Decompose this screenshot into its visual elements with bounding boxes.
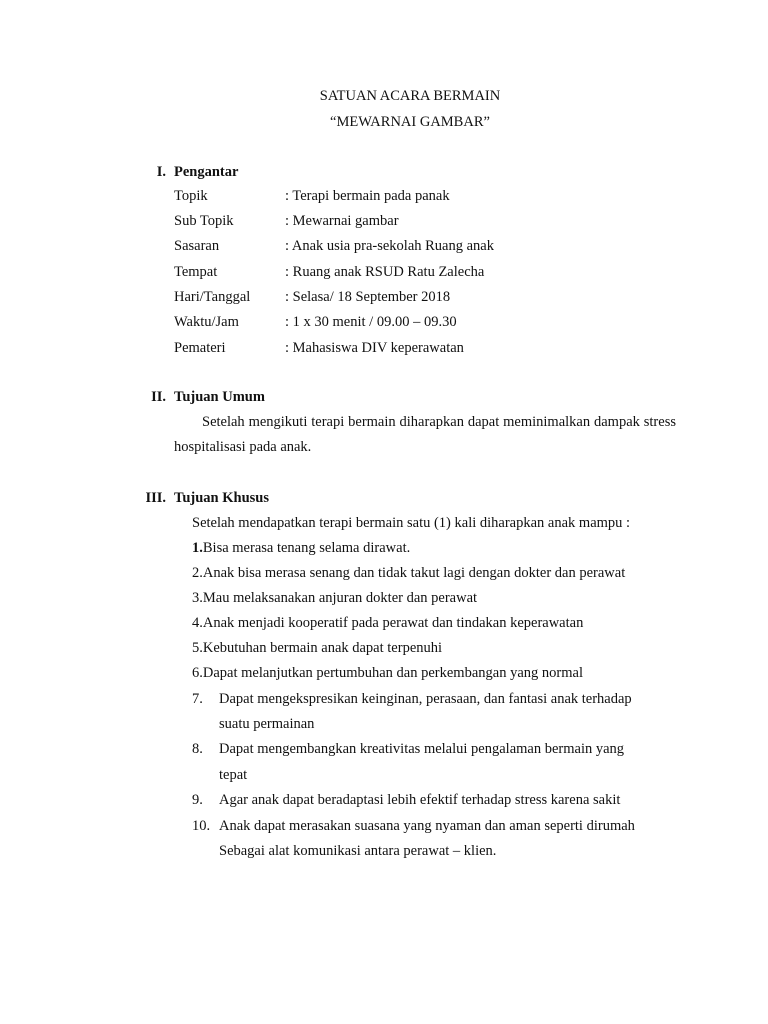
document-title: SATUAN ACARA BERMAIN bbox=[319, 88, 501, 104]
list-item bbox=[192, 665, 583, 682]
row-label: Sub Topik bbox=[174, 213, 234, 229]
section3-title: Tujuan Khusus bbox=[174, 490, 269, 506]
row-label: Topik bbox=[174, 188, 208, 204]
row-value: : 1 x 30 menit / 09.00 – 09.30 bbox=[285, 314, 457, 330]
row-value: : Mewarnai gambar bbox=[285, 213, 399, 229]
row-value: : Ruang anak RSUD Ratu Zalecha bbox=[285, 264, 485, 280]
section2-paragraph: Setelah mengikuti terapi bermain diharapkan dapat meminimalkan dampak stress hospitalisasi pada anak. bbox=[174, 414, 676, 455]
section2-number: II. bbox=[151, 389, 166, 405]
row-value: : Selasa/ 18 September 2018 bbox=[285, 289, 451, 305]
document-subtitle: “MEWARNAI GAMBAR” bbox=[330, 114, 490, 130]
list-item bbox=[192, 565, 625, 582]
list-item-text: Dapat mengekspresikan keinginan, perasaan, dan fantasi anak terhadap bbox=[219, 691, 632, 707]
list-item-continuation: tepat bbox=[219, 767, 248, 783]
list-item-text: Anak dapat merasakan suasana yang nyaman dan aman seperti dirumah bbox=[219, 818, 635, 834]
list-item-text: Mau melaksanakan anjuran dokter dan perawat bbox=[202, 590, 478, 606]
section1-number: I. bbox=[156, 164, 166, 180]
row-label: Waktu/Jam bbox=[174, 314, 239, 330]
section3-intro: Setelah mendapatkan terapi bermain satu (1) kali diharapkan anak mampu : bbox=[192, 515, 631, 531]
list-item-text: Dapat mengembangkan kreativitas melalui pengalaman bermain yang bbox=[219, 741, 625, 757]
row-value: : Anak usia pra-sekolah Ruang anak bbox=[285, 238, 494, 254]
list-item-number: 6. bbox=[192, 665, 203, 681]
list-item-number: 2. bbox=[192, 565, 203, 581]
list-item bbox=[192, 590, 477, 607]
list-item bbox=[192, 540, 410, 557]
list-item-text: Agar anak dapat beradaptasi lebih efektif terhadap stress karena sakit bbox=[219, 792, 621, 808]
section1-title: Pengantar bbox=[174, 164, 239, 180]
list-item-number: 3. bbox=[192, 590, 203, 606]
list-item-text: Anak menjadi kooperatif pada perawat dan tindakan keperawatan bbox=[202, 615, 584, 631]
list-item-text: Bisa merasa tenang selama dirawat. bbox=[202, 540, 411, 556]
list-item-number: 8. bbox=[192, 741, 203, 757]
list-item bbox=[192, 615, 583, 632]
row-label: Pemateri bbox=[174, 340, 226, 356]
list-item-number: 1. bbox=[192, 540, 203, 556]
row-label: Tempat bbox=[174, 264, 218, 280]
section3-number: III. bbox=[145, 490, 166, 506]
list-item-number: 9. bbox=[192, 792, 203, 808]
list-item-text: Kebutuhan bermain anak dapat terpenuhi bbox=[202, 640, 443, 656]
row-label: Hari/Tanggal bbox=[174, 289, 251, 305]
list-item-text: Dapat melanjutkan pertumbuhan dan perkembangan yang normal bbox=[202, 665, 583, 681]
list-item-number: 5. bbox=[192, 640, 203, 656]
list-item-continuation: suatu permainan bbox=[219, 716, 315, 732]
section2-title: Tujuan Umum bbox=[174, 389, 265, 405]
list-item-continuation: Sebagai alat komunikasi antara perawat – klien. bbox=[219, 843, 497, 859]
list-item-number: 4. bbox=[192, 615, 203, 631]
row-value: : Mahasiswa DIV keperawatan bbox=[285, 340, 464, 356]
row-label: Sasaran bbox=[174, 238, 220, 254]
list-item-number: 7. bbox=[192, 691, 203, 707]
list-item-number: 10. bbox=[192, 818, 211, 834]
list-item bbox=[192, 640, 442, 657]
list-item-text: Anak bisa merasa senang dan tidak takut lagi dengan dokter dan perawat bbox=[202, 565, 626, 581]
row-value: : Terapi bermain pada panak bbox=[285, 188, 450, 204]
